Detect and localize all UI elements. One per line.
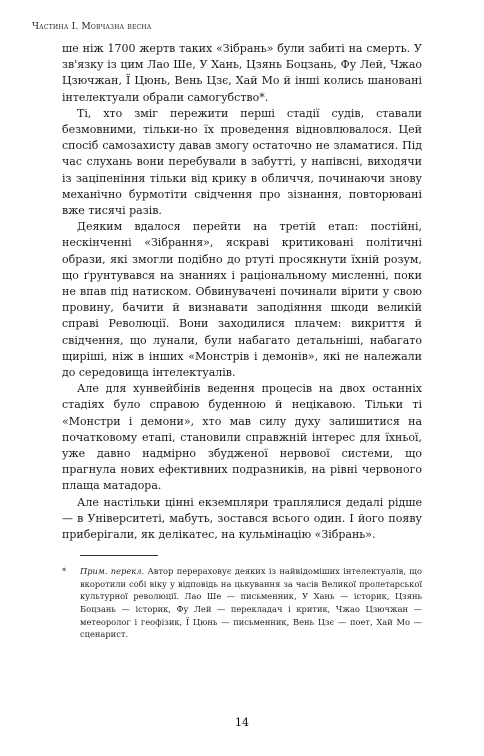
footnote-text: Автор перераховує деяких із найвідоміших інтелектуалів, що вкоротили собі віку у відповідь на цькування за часів Великої пролетарської культурної революції. Лао Ше — письменник, У Хань — історик, Цзянь Боцзань — історик, Фу Лей — перекладач і критик, Чжао Цзючжан — метеоролог і геофізик, Ї Цюнь — письменник, Вень Цзє — поет, Хай Мо — сценарист.: [80, 566, 422, 640]
paragraph: Ті, хто зміг пережити перші стадії судів, ставали безмовними, тільки-но їх проведення відновлювалося. Цей спосіб самозахисту давав змогу остаточно не зламатися. Під час слухань вони перебували в забутті, у напівсні, виходячи із заціпеніння тільки від крику в обличчя, починаючи знову механічно бурмотіти свідчення про зізнання, повторювані вже тисячі разів.: [62, 106, 422, 218]
paragraph: Але для хунвейбінів ведення процесів на двох останніх стадіях було справою буденною й нецікавою. Тільки ті «Монстри і демони», хто мав силу духу залишитися на початковому етапі, становили справжній інтерес для їхньої, уже давно надмірно збудженої нервової системи, що прагнула нових ефективних подразників, на рівні червоного плаща матадора.: [62, 382, 422, 493]
paragraph: ше ніж 1700 жертв таких «Зібрань» були забиті на смерть. У зв'язку із цим Лао Ше, У Хань, Цзянь Боцзань, Фу Лей, Чжао Цзючжан, Ї Цюнь, Вень Цзє, Хай Мо й інші колись шановані інтелектуали обрали самогубство*.: [62, 42, 422, 104]
body-text: [62, 41, 422, 543]
paragraph: Але настільки цінні екземпляри траплялися дедалі рідше — в Університеті, мабуть, зостався всього один. І його появу приберігали, як делікатес, на кульмінацію «Зібрань».: [62, 495, 422, 542]
running-head: Частина І. Мовчазна весна: [32, 22, 152, 32]
footnote: [62, 565, 422, 641]
footnote-divider: [80, 555, 158, 556]
page-number: 14: [235, 716, 249, 729]
paragraph: Деяким вдалося перейти на третій етап: постійні, нескінченні «Зібрання», яскраві критиковані політичні образи, які змогли подібно до ртуті просякнути їхній розум, що ґрунтувався на знаннях і раціональному мисленні, поки не впав під натиском. Обвинувачені починали вірити у свою провину, бачити й визнавати заподіяння шкоди великій справі Революції. Вони заходилися плачем: викриття й свідчення, що лунали, були набагато детальніші, набагато щиріші, ніж в інших «Монстрів і демонів», які не належали до середовища інтелектуалів.: [62, 220, 422, 380]
footnote-mark: *: [62, 566, 67, 577]
footnote-lead: Прим. перекл.: [80, 566, 145, 577]
